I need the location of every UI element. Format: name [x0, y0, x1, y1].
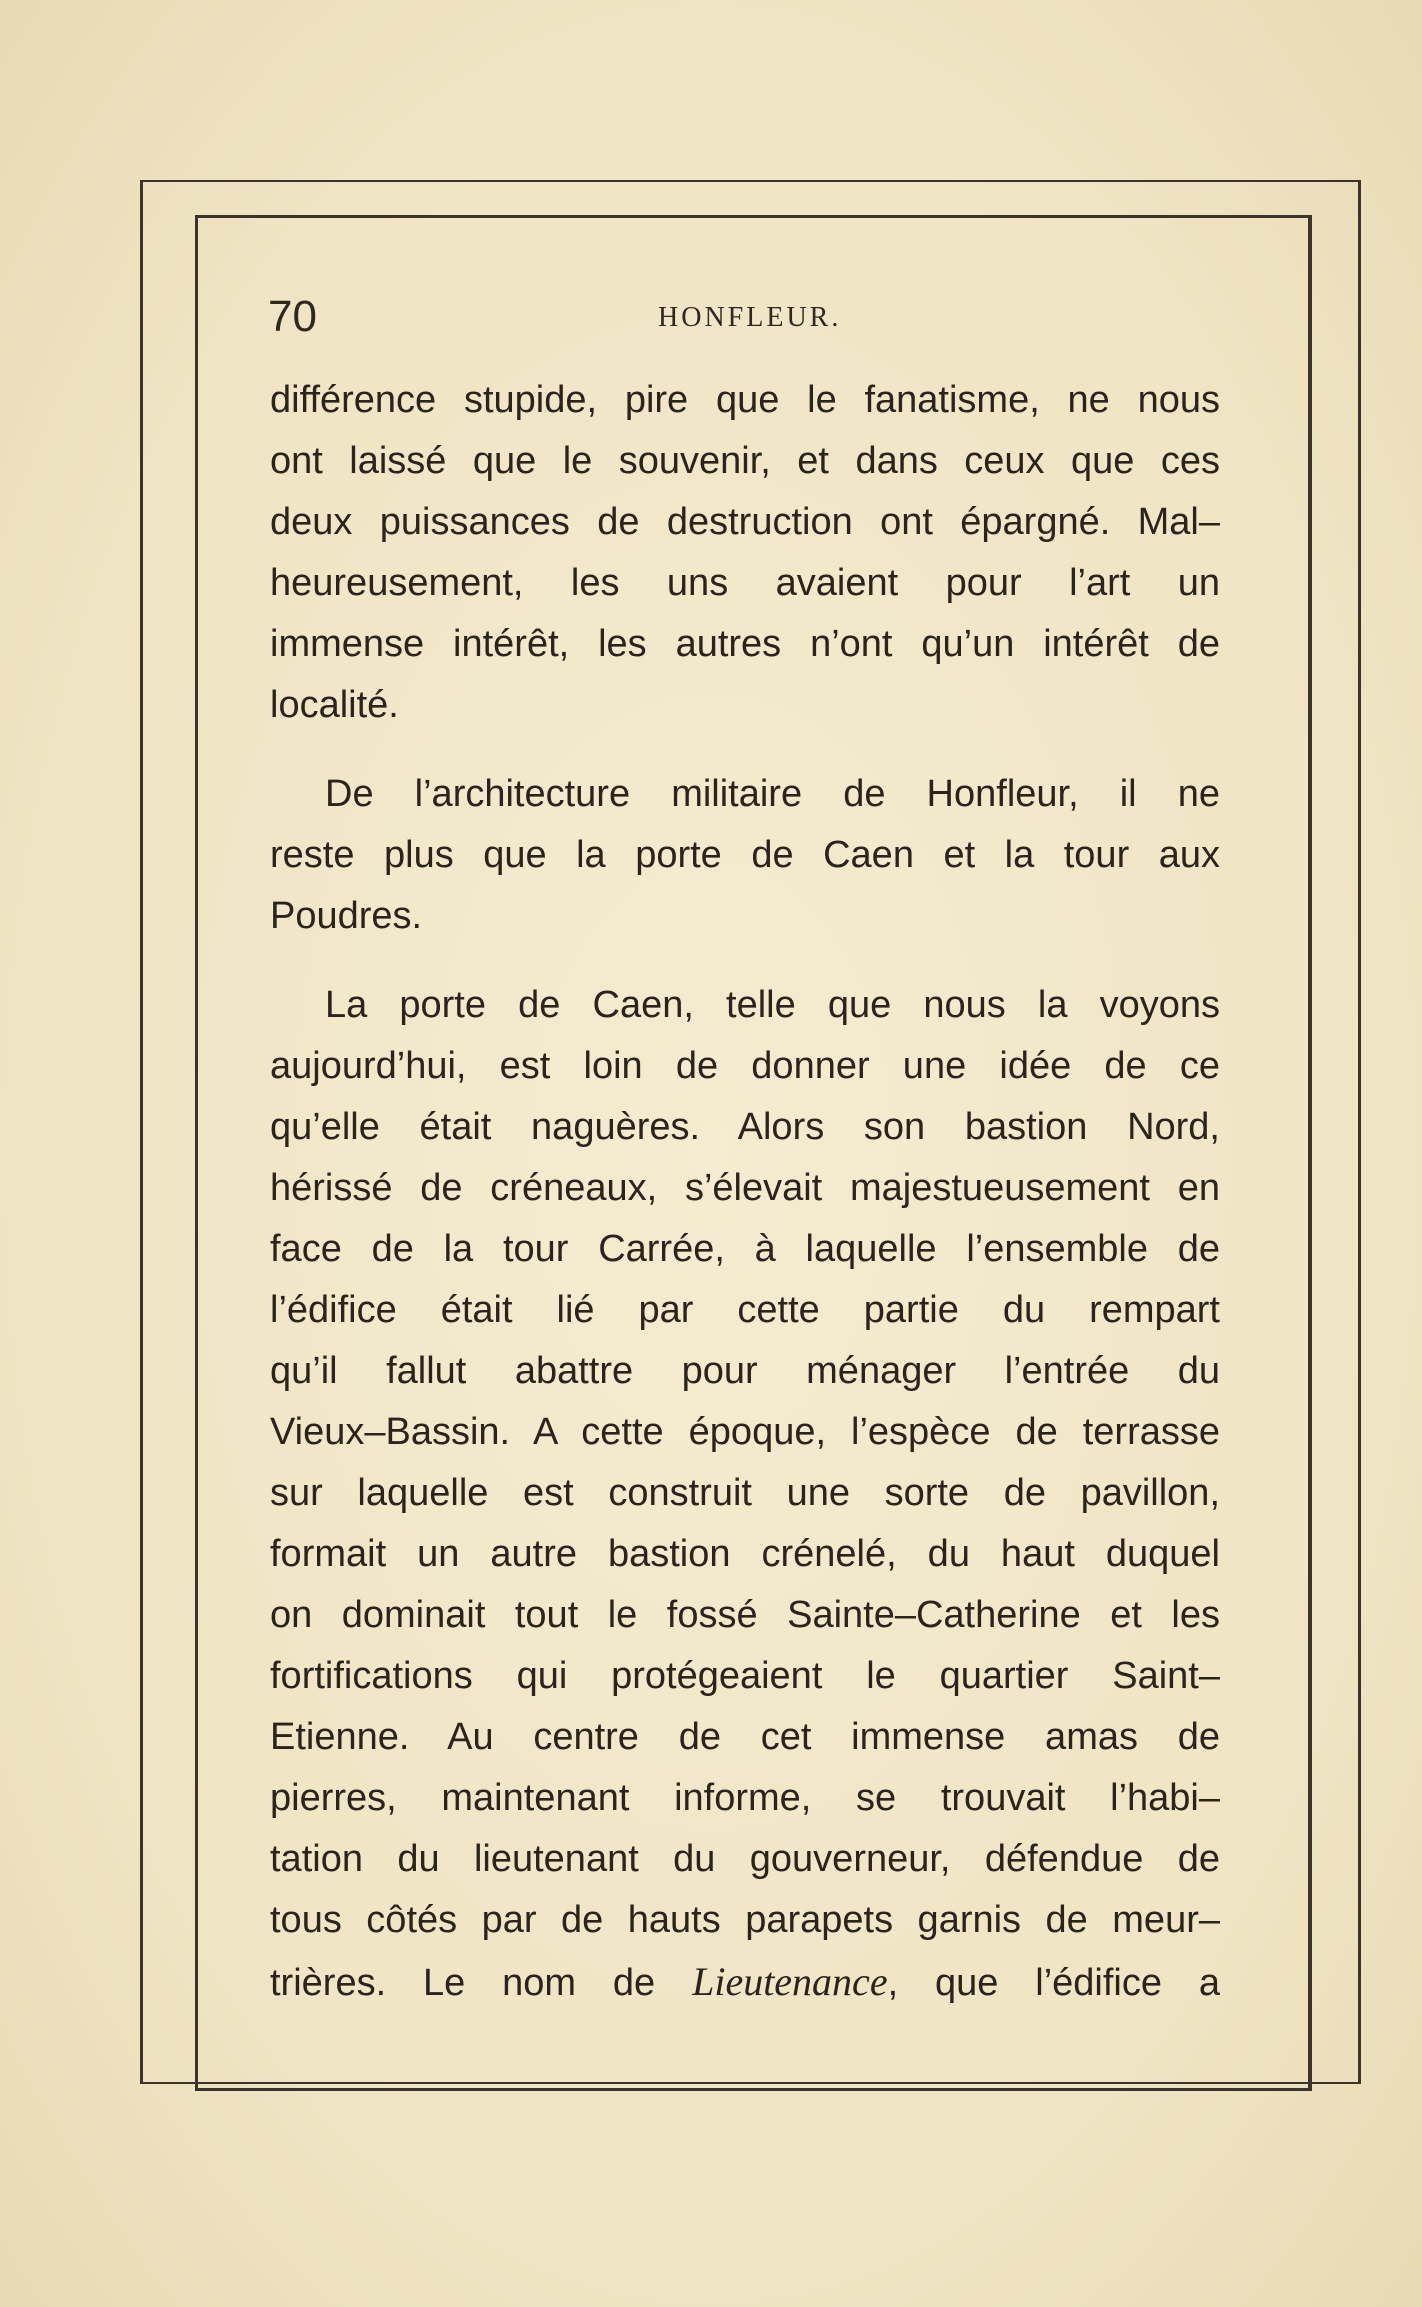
text-fragment: , que l’édifice a — [887, 1962, 1221, 2004]
text-line: qu’elle était naguères. Alors son bastion Nord, — [270, 1106, 1220, 1148]
text-line: Poudres. — [270, 895, 423, 937]
text-line: différence stupide, pire que le fanatisme, ne nous — [270, 379, 1220, 421]
text-line: formait un autre bastion crénelé, du haut duquel — [270, 1533, 1220, 1575]
text-line: Etienne. Au centre de cet immense amas de — [270, 1716, 1220, 1758]
text-line: pierres, maintenant informe, se trouvait l’habi– — [270, 1777, 1220, 1819]
text-line: fortifications qui protégeaient le quartier Saint– — [270, 1655, 1220, 1697]
page-header — [268, 292, 1218, 352]
page-number: 70 — [268, 292, 317, 341]
text-line: on dominait tout le fossé Sainte–Catherine et les — [270, 1594, 1220, 1636]
text-line: hérissé de créneaux, s’élevait majestueusement en — [270, 1167, 1220, 1209]
text-line: De l’architecture militaire de Honfleur, il ne — [325, 773, 1220, 815]
text-line: immense intérêt, les autres n’ont qu’un intérêt de — [270, 623, 1220, 665]
italic-term: Lieutenance — [692, 1959, 888, 2004]
text-line-final — [270, 1951, 1220, 2012]
text-line: tation du lieutenant du gouverneur, défendue de — [270, 1838, 1220, 1880]
text-line: deux puissances de destruction ont épargné. Mal– — [270, 501, 1220, 543]
text-line: aujourd’hui, est loin de donner une idée de ce — [270, 1045, 1220, 1087]
text-line: qu’il fallut abattre pour ménager l’entrée du — [270, 1350, 1220, 1392]
text-line: reste plus que la porte de Caen et la tour aux — [270, 834, 1220, 876]
text-line: localité. — [270, 684, 399, 726]
text-line: La porte de Caen, telle que nous la voyons — [325, 984, 1220, 1026]
text-line: heureusement, les uns avaient pour l’art un — [270, 562, 1220, 604]
text-line: Vieux–Bassin. A cette époque, l’espèce de terrasse — [270, 1411, 1220, 1453]
paragraph-gap — [270, 736, 1220, 764]
text-line: face de la tour Carrée, à laquelle l’ensemble de — [270, 1228, 1220, 1270]
text-line: sur laquelle est construit une sorte de pavillon, — [270, 1472, 1220, 1514]
text-line: tous côtés par de hauts parapets garnis de meur– — [270, 1899, 1220, 1941]
text-line: l’édifice était lié par cette partie du rempart — [270, 1289, 1220, 1331]
body-text — [270, 370, 1220, 2012]
text-line: ont laissé que le souvenir, et dans ceux que ces — [270, 440, 1220, 482]
paragraph-gap — [270, 947, 1220, 975]
paragraph-3 — [270, 975, 1220, 2012]
text-fragment: trières. Le nom de — [270, 1962, 656, 2004]
paragraph-1 — [270, 370, 1220, 736]
paragraph-2 — [270, 764, 1220, 947]
running-title: HONFLEUR. — [658, 302, 842, 333]
